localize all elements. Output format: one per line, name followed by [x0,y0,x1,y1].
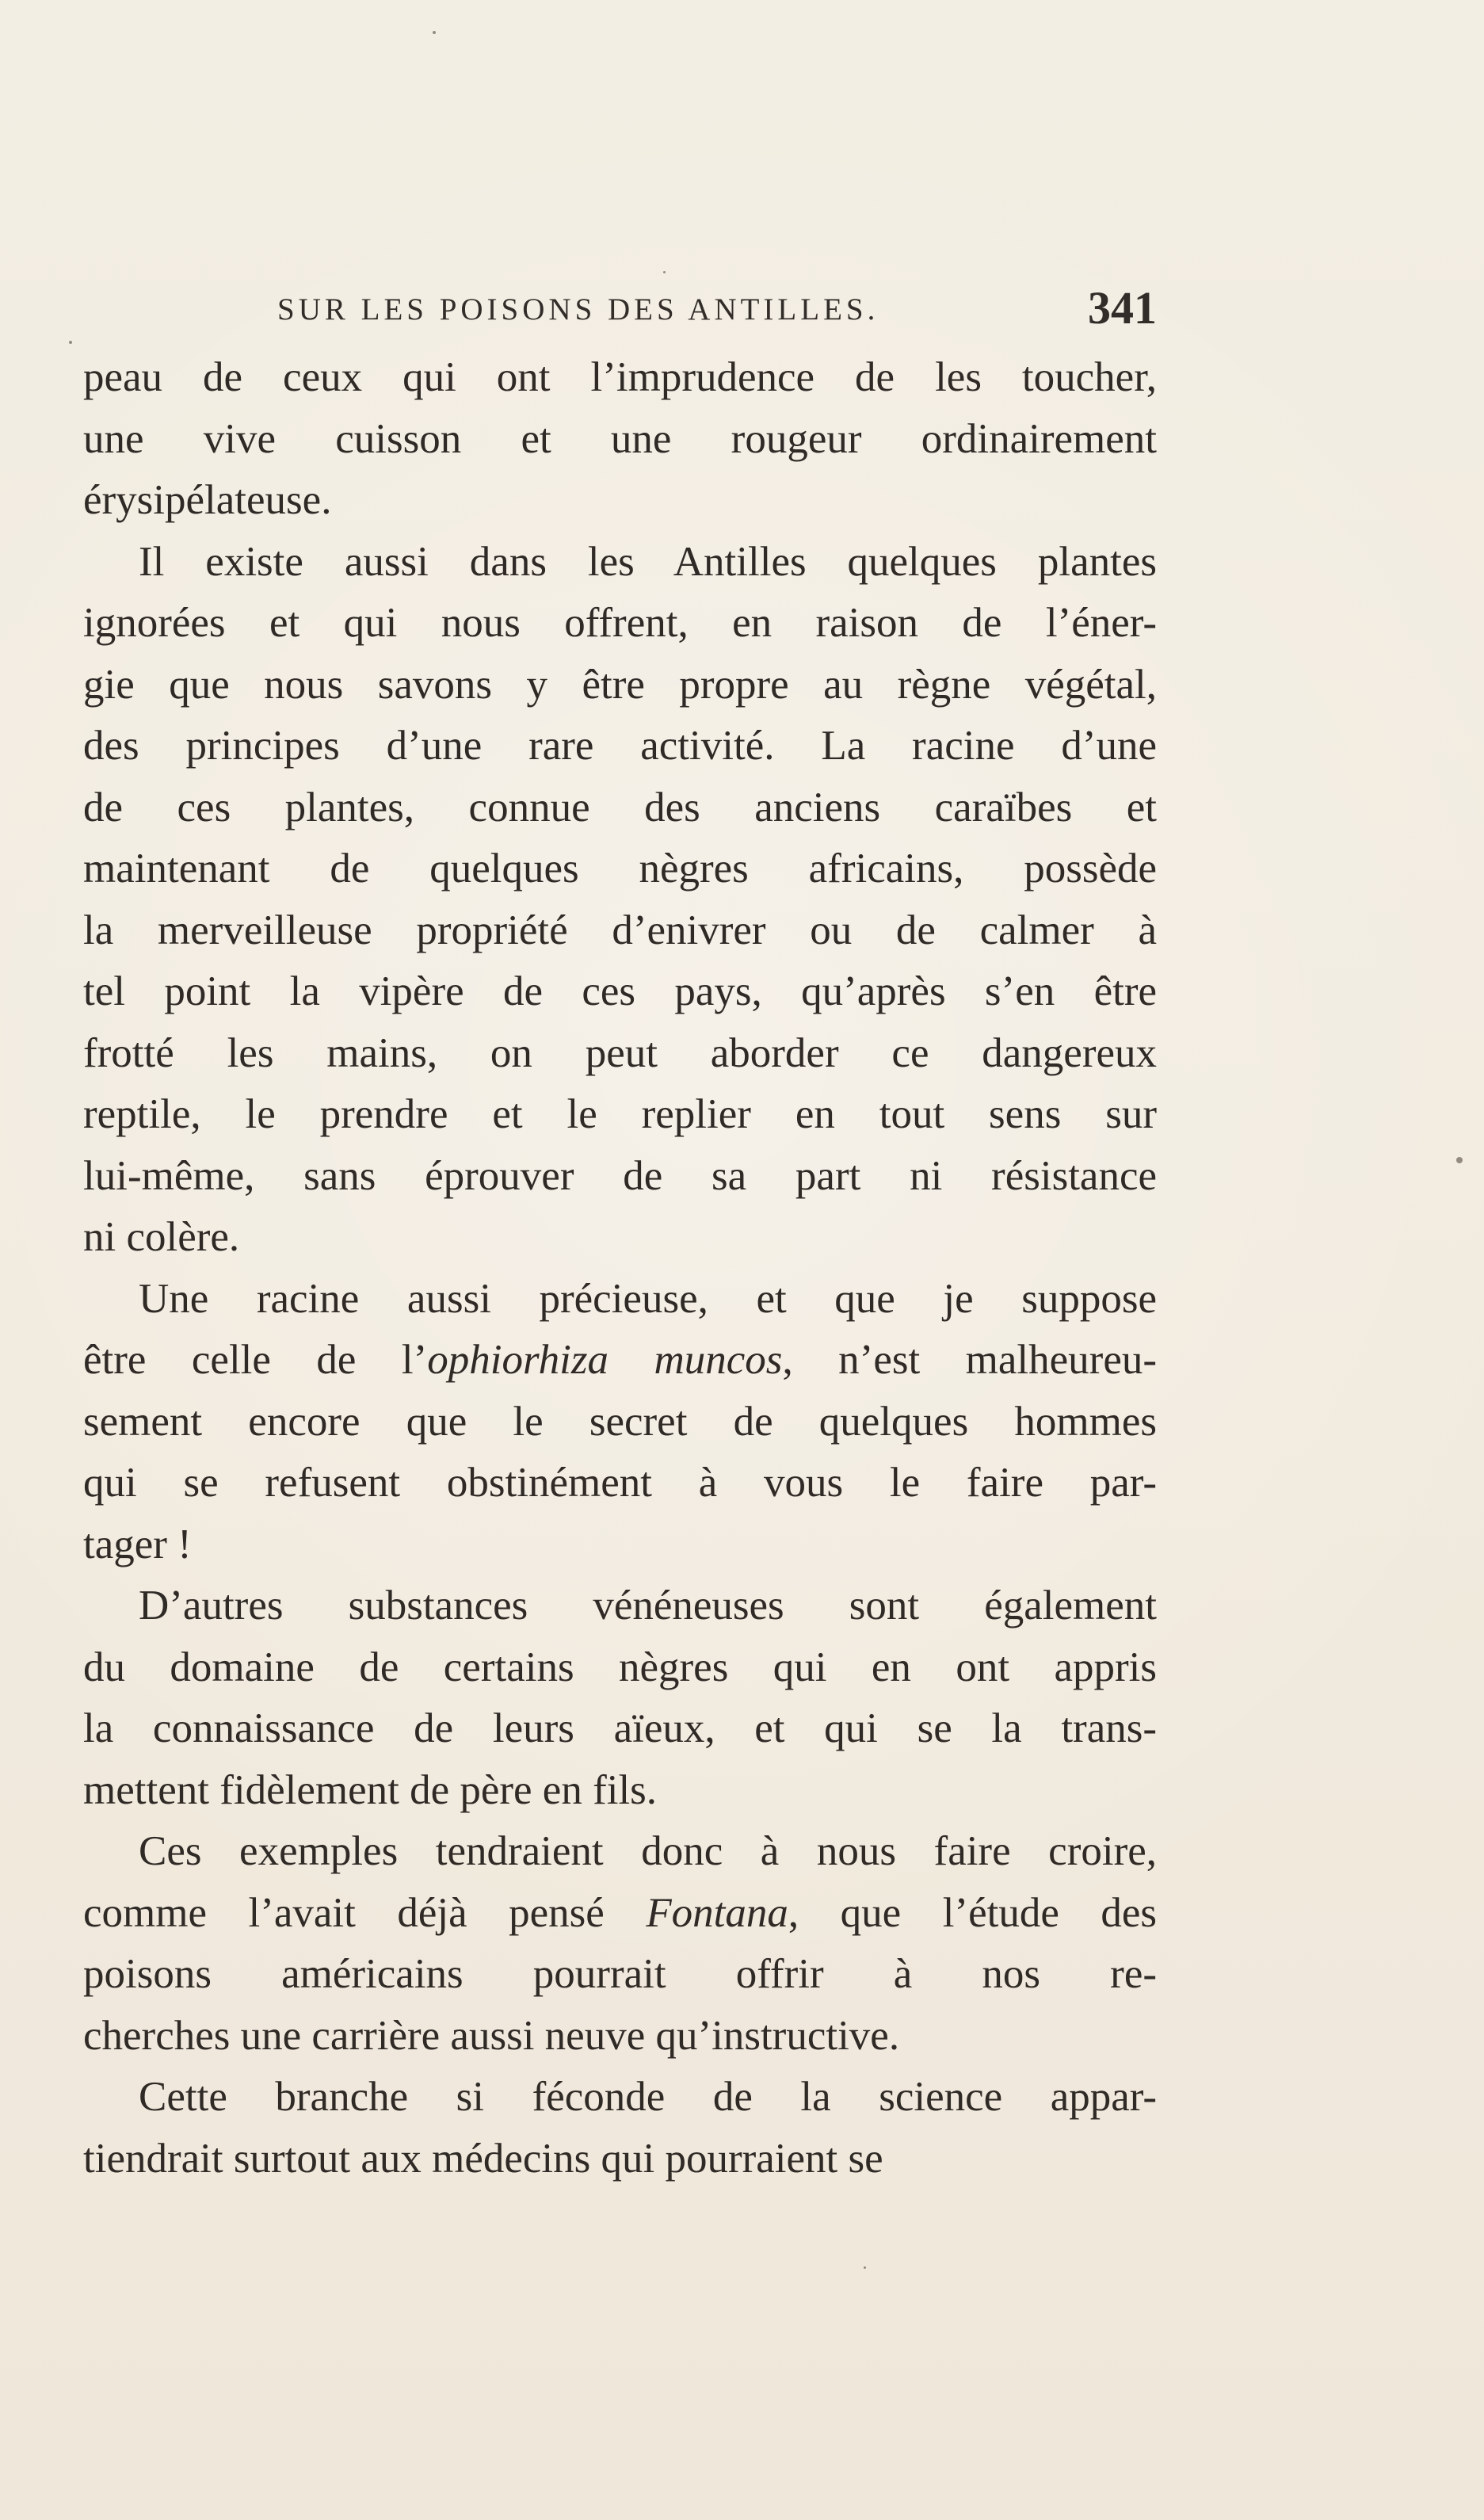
paragraph-first-line [83,1269,1157,1331]
paragraph-first-line: Ces exemples tendraient donc à nous faire croire, [139,1828,1157,1874]
text-segment: , n’est malheureu- [782,1337,1157,1383]
paragraph-first-line: Cette branche si féconde de la science appar- [139,2074,1157,2120]
text-line: poisons américains pourrait offrir à nos re- [83,1951,1157,1997]
paragraph-first-line: Il existe aussi dans les Antilles quelques plantes [139,538,1157,585]
text-line: maintenant de quelques nègres africains, possède [83,846,1157,892]
paper-speck [663,271,666,273]
text-line: tiendrait surtout aux médecins qui pourraient se [83,2135,883,2182]
text-line: tel point la vipère de ces pays, qu’après s’en être [83,968,1157,1014]
paragraph-first-line: D’autres substances vénéneuses sont également [139,1583,1157,1628]
text-line: érysipélateuse. [83,477,332,523]
text-segment: être celle de l’ [83,1337,428,1383]
text-line: une vive cuisson et une rougeur ordinairement [83,415,1157,462]
text-line [83,1883,1157,1945]
italic-species-name: ophiorhiza muncos [427,1337,783,1383]
text-line: qui se refusent obstinément à vous le faire par- [83,1460,1157,1506]
paper-speck [1456,1157,1463,1163]
text-line: de ces plantes, connue des anciens caraïbes et [83,784,1157,830]
paper-speck [864,2266,866,2269]
text-line: la merveilleuse propriété d’enivrer ou de calmer à [83,907,1157,953]
text-line: cherches une carrière aussi neuve qu’instructive. [83,2012,900,2059]
text-line: reptile, le prendre et le replier en tout sens sur [83,1091,1157,1137]
text-segment: Une racine aussi précieuse, et que je suppose [139,1275,1157,1322]
text-line: frotté les mains, on peut aborder ce dangereux [83,1029,1157,1076]
text-line: mettent fidèlement de père en fils. [83,1766,658,1813]
italic-author-name: Fontana [646,1889,788,1936]
text-line: la connaissance de leurs aïeux, et qui se la trans- [83,1705,1157,1751]
text-line: du domaine de certains nègres qui en ont appris [83,1644,1157,1690]
text-line [83,1330,1157,1392]
text-line: ignorées et qui nous offrent, en raison de l’éner- [83,600,1157,646]
text-line: sement encore que le secret de quelques hommes [83,1398,1157,1445]
paper-speck [433,31,436,34]
body-text [83,347,1157,2190]
page-header [277,282,1157,334]
text-line: ni colère. [83,1214,240,1260]
text-segment: comme l’avait déjà pensé [83,1889,647,1936]
text-line: tager ! [83,1521,192,1567]
text-segment: , que l’étude des [788,1889,1157,1936]
running-title: SUR LES POISONS DES ANTILLES. [277,292,879,326]
text-line: gie que nous savons y être propre au règne végétal, [83,661,1157,708]
text-line: peau de ceux qui ont l’imprudence de les toucher, [83,354,1157,400]
text-line: des principes d’une rare activité. La racine d’une [83,723,1157,769]
text-line: lui-même, sans éprouver de sa part ni résistance [83,1152,1157,1199]
paper-speck [69,341,72,344]
page-number: 341 [1088,282,1157,334]
